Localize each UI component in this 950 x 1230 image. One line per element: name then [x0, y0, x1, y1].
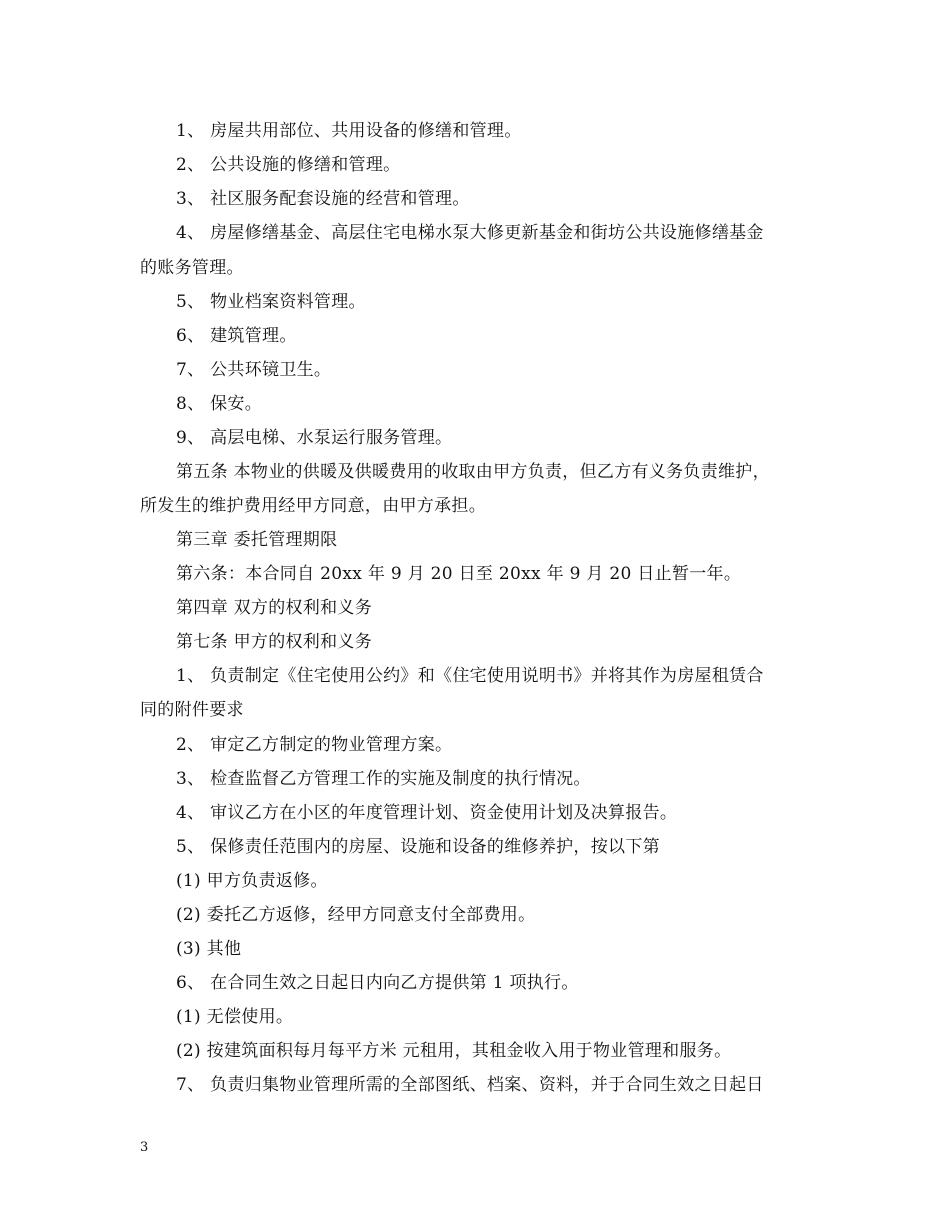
text-line: 4、 审议乙方在小区的年度管理计划、资金使用计划及决算报告。 — [176, 803, 678, 823]
text-line: (2) 委托乙方返修，经甲方同意支付全部费用。 — [176, 905, 536, 925]
text-line: 7、 负责归集物业管理所需的全部图纸、档案、资料，并于合同生效之日起日 — [176, 1075, 764, 1095]
text-line: 3、 检查监督乙方管理工作的实施及制度的执行情况。 — [176, 769, 591, 789]
text-line: 1、 负责制定《住宅使用公约》和《住宅使用说明书》并将其作为房屋租赁合 — [176, 666, 764, 686]
page-number: 3 — [140, 1140, 149, 1155]
text-line: 7、 公共环镜卫生。 — [176, 360, 332, 380]
text-line: 所发生的维护费用经甲方同意，由甲方承担。 — [140, 496, 486, 516]
text-line: 1、 房屋共用部位、共用设备的修缮和管理。 — [176, 121, 522, 141]
text-line: (1) 无偿使用。 — [176, 1007, 294, 1027]
text-line: 6、 建筑管理。 — [176, 326, 297, 346]
text-line: 同的附件要求 — [140, 700, 244, 720]
text-line: 8、 保安。 — [176, 394, 263, 414]
text-line: 3、 社区服务配套设施的经营和管理。 — [176, 189, 470, 209]
chapter-heading: 第三章 委托管理期限 — [176, 530, 338, 550]
article-heading: 第七条 甲方的权利和义务 — [176, 632, 373, 652]
text-line: 2、 审定乙方制定的物业管理方案。 — [176, 735, 453, 755]
text-line: (2) 按建筑面积每月每平方米 元租用，其租金收入用于物业管理和服务。 — [176, 1041, 732, 1061]
text-line: 的账务管理。 — [140, 258, 244, 278]
text-line: 5、 物业档案资料管理。 — [176, 292, 366, 312]
text-line: 第五条 本物业的供暖及供暖费用的收取由甲方负责，但乙方有义务负责维护， — [176, 462, 770, 482]
text-line: 2、 公共设施的修缮和管理。 — [176, 155, 401, 175]
chapter-heading: 第四章 双方的权利和义务 — [176, 598, 373, 618]
text-line: 9、 高层电梯、水泵运行服务管理。 — [176, 428, 453, 448]
text-line: 4、 房屋修缮基金、高层住宅电梯水泵大修更新基金和街坊公共设施修缮基金 — [176, 223, 764, 243]
text-line: 5、 保修责任范围内的房屋、设施和设备的维修养护，按以下第 — [176, 837, 660, 857]
text-line: (1) 甲方负责返修。 — [176, 871, 328, 891]
text-line: 6、 在合同生效之日起日内向乙方提供第 1 项执行。 — [176, 973, 579, 993]
text-line: 第六条：本合同自 20xx 年 9 月 20 日至 20xx 年 9 月 20 日止暂一年。 — [176, 564, 742, 584]
text-line: (3) 其他 — [176, 939, 242, 959]
